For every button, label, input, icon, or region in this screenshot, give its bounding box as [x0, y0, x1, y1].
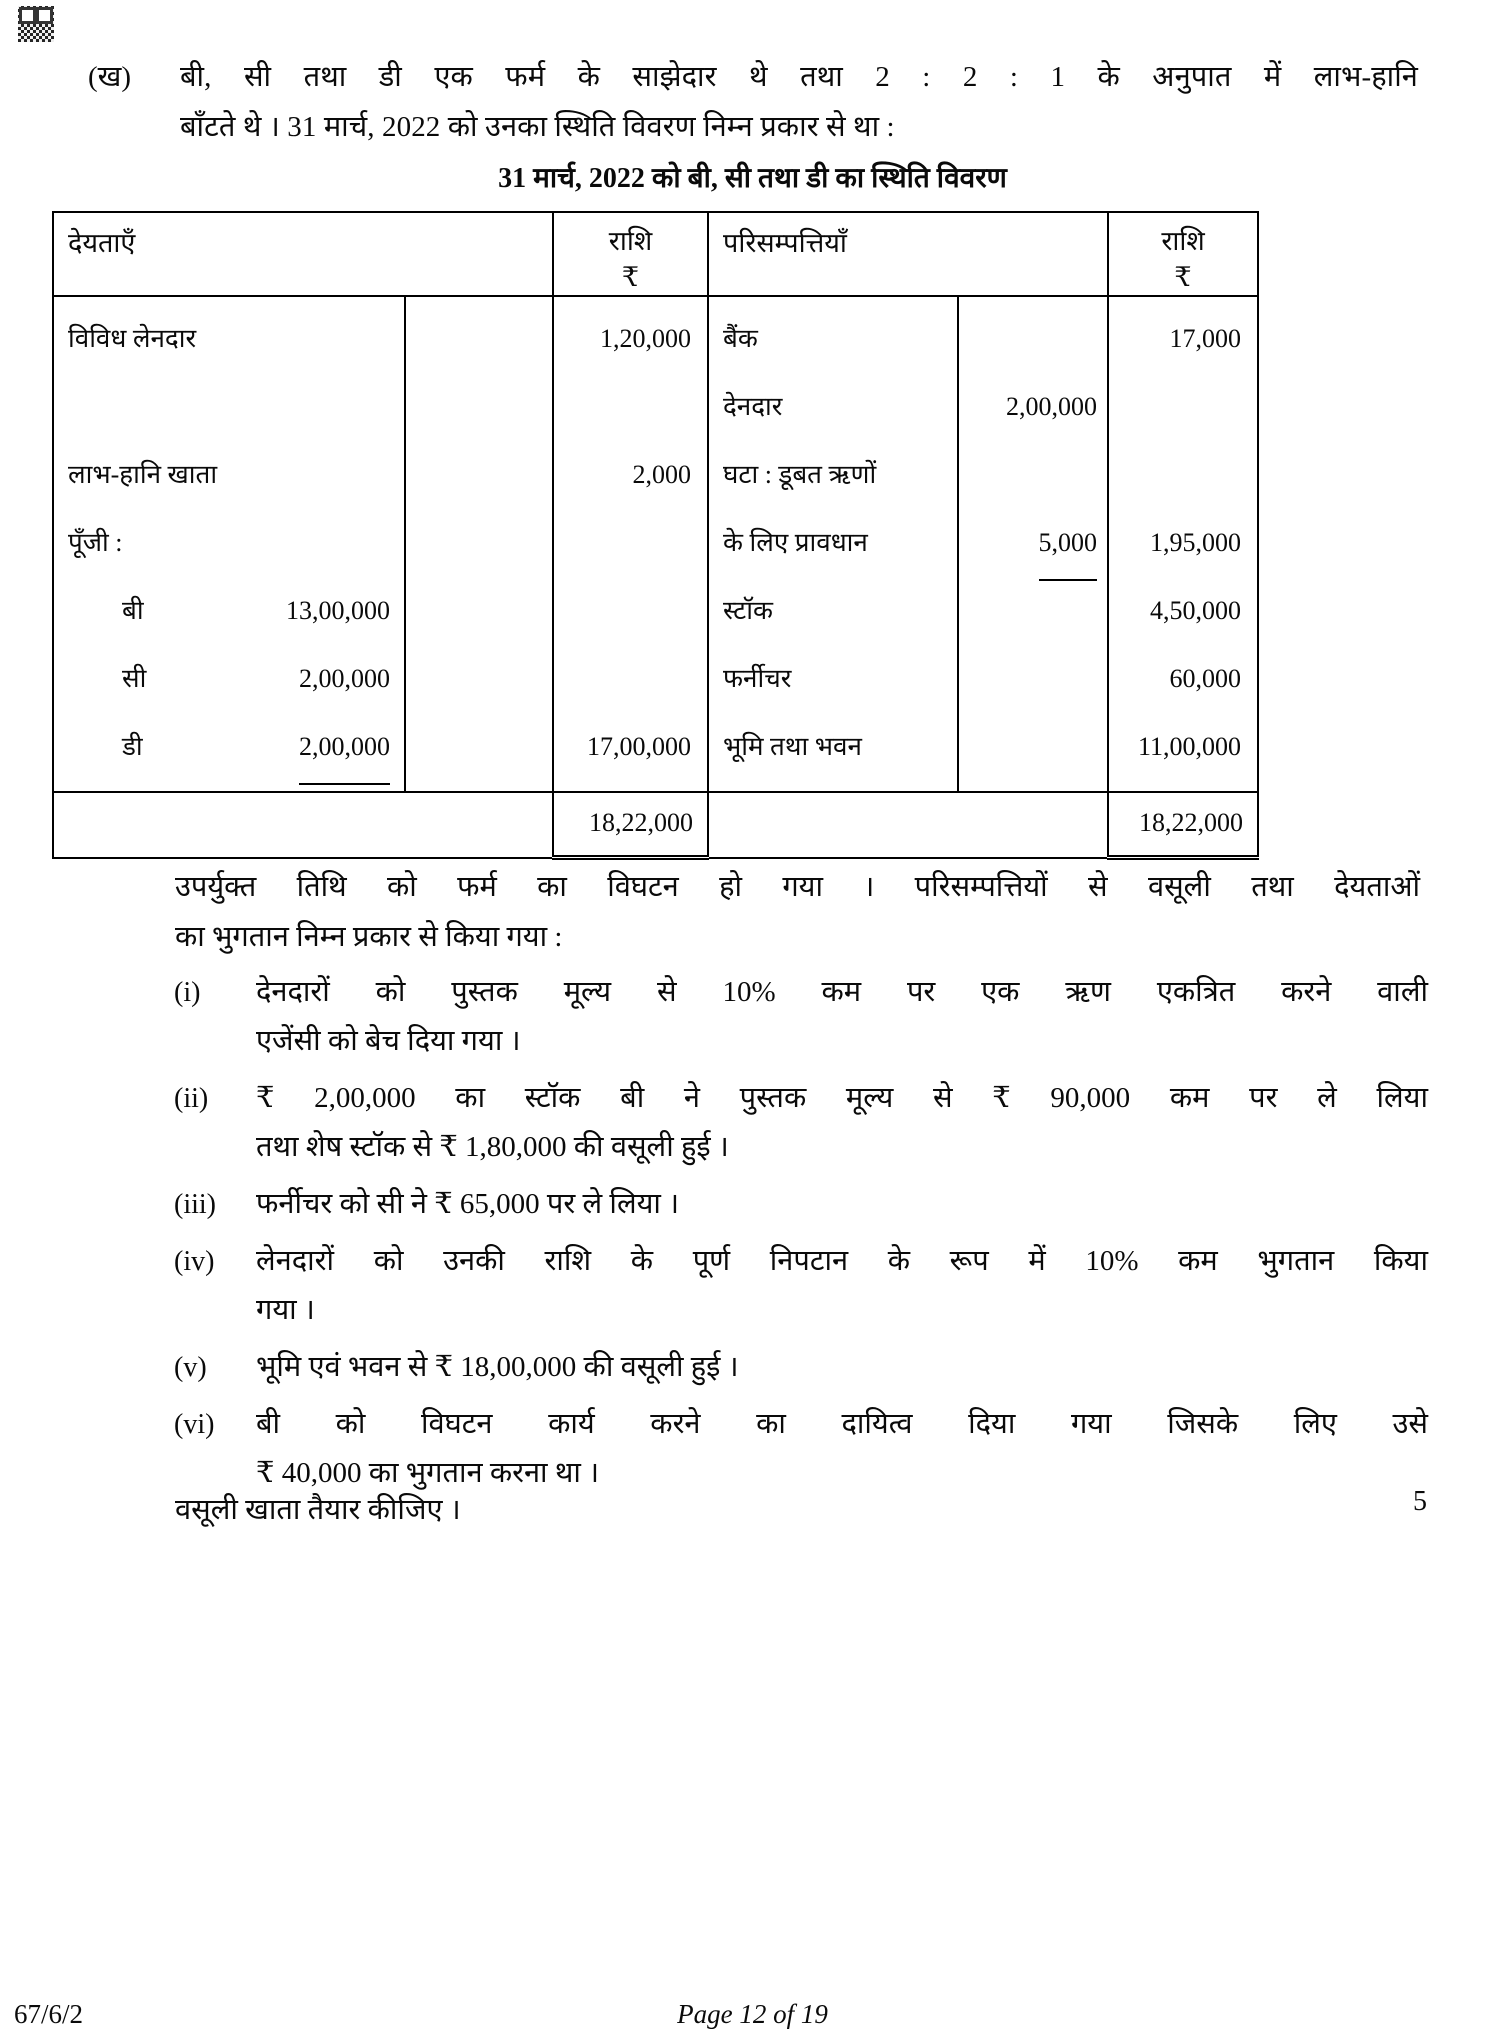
page-footer-label: Page 12 of 19	[677, 1999, 828, 2029]
dissolution-paragraph	[175, 862, 1420, 962]
list-item	[168, 1074, 1428, 1172]
asset-bank-label: बैंक	[723, 324, 758, 353]
table-body-row	[53, 296, 1258, 792]
item-i-line-1: देनदारों को पुस्तक मूल्य से 10% कम पर एक ऋण एकत्रित करने वाली	[256, 976, 1428, 1008]
table-total-row	[53, 792, 1258, 858]
asset-bank-amount: 17,000	[1169, 324, 1242, 353]
capital-row-b	[68, 577, 390, 645]
question-first-line	[88, 52, 1418, 102]
item-number-i: (i)	[174, 977, 201, 1008]
list-item	[168, 1343, 1428, 1392]
capital-partner-c-name: सी	[122, 664, 147, 693]
marks-value: 5	[1413, 1486, 1427, 1517]
spacer-line	[973, 441, 1097, 509]
asset-provision-label-line-2: के लिए प्रावधान	[723, 528, 868, 557]
list-item	[168, 1237, 1428, 1335]
assets-grand-total: 18,22,000	[1108, 792, 1258, 858]
capital-partner-c-value: 2,00,000	[299, 664, 390, 693]
assets-total-label-cell	[708, 792, 1108, 858]
asset-land-building-amount: 11,00,000	[1137, 732, 1242, 761]
capital-row-d	[68, 713, 390, 781]
capital-partner-d-name: डी	[122, 732, 143, 761]
header-amount-right-word: राशि	[1161, 226, 1205, 256]
item-number-v: (v)	[174, 1352, 207, 1383]
asset-stock-label: स्टॉक	[723, 596, 773, 625]
liability-sundry-creditors-label: विविध लेनदार	[68, 324, 197, 353]
assets-amount-cell	[1108, 296, 1258, 792]
capital-partner-d-value: 2,00,000	[190, 713, 390, 781]
list-item	[168, 1400, 1428, 1498]
dissolution-paragraph-line-1: उपर्युक्त तिथि को फर्म का विघटन हो गया । परिसम्पत्तियों से वसूली तथा देयताओं	[175, 871, 1420, 903]
question-label: (ख)	[88, 61, 132, 93]
item-vi-line-1: बी को विघटन कार्य करने का दायित्व दिया गया जिसके लिए उसे	[256, 1408, 1428, 1440]
balance-sheet-caption: 31 मार्च, 2022 को बी, सी तथा डी का स्थिति विवरण	[498, 163, 1007, 194]
asset-furniture-amount: 60,000	[1169, 664, 1242, 693]
item-iii-line-1: फर्नीचर को सी ने ₹ 65,000 पर ले लिया ।	[256, 1188, 680, 1220]
asset-land-building-label: भूमि तथा भवन	[723, 732, 862, 761]
header-amount-right-symbol: ₹	[1174, 262, 1192, 292]
item-number-iii: (iii)	[174, 1189, 216, 1220]
spacer-line	[568, 577, 691, 645]
item-iv-line-1: लेनदारों को उनकी राशि के पूर्ण निपटान के रूप में 10% कम भुगतान किया	[256, 1245, 1428, 1277]
question-text-line-1: बी, सी तथा डी एक फर्म के साझेदार थे तथा 2 : 2 : 1 के अनुपात में लाभ-हानि	[180, 61, 1418, 93]
spacer-line	[68, 373, 390, 441]
asset-stock-amount: 4,50,000	[1150, 596, 1242, 625]
item-number-iv: (iv)	[174, 1246, 215, 1277]
asset-furniture-label: फर्नीचर	[723, 664, 792, 693]
item-number-ii: (ii)	[174, 1083, 209, 1114]
capital-partner-b-value: 13,00,000	[286, 596, 390, 625]
item-vi-line-2: ₹ 40,000 का भुगतान करना था ।	[256, 1457, 600, 1489]
balance-sheet-table-wrapper	[52, 211, 1244, 860]
header-amount-left	[553, 212, 708, 296]
item-v-line-1: भूमि एवं भवन से ₹ 18,00,000 की वसूली हुई ।	[256, 1351, 739, 1383]
header-assets: परिसम्पत्तियाँ	[708, 212, 1108, 296]
liability-capital-total-amount: 17,00,000	[587, 732, 691, 761]
liability-pl-account-amount: 2,000	[632, 460, 691, 489]
question-second-line	[88, 102, 1418, 152]
liabilities-grand-total: 18,22,000	[553, 792, 708, 858]
list-item	[168, 1180, 1428, 1229]
asset-debtors-label: देनदार	[723, 392, 783, 421]
header-amount-left-word: राशि	[608, 226, 653, 256]
item-number-vi: (vi)	[174, 1409, 215, 1440]
dissolution-items-list	[168, 968, 1428, 1506]
spacer-line	[568, 509, 691, 577]
item-ii-line-1: ₹ 2,00,000 का स्टॉक बी ने पुस्तक मूल्य से ₹ 90,000 कम पर ले लिया	[256, 1082, 1428, 1114]
asset-provision-label-line-1: घटा : डूबत ऋणों	[723, 460, 877, 489]
liabilities-sub-amount-cell	[405, 296, 553, 792]
asset-provision-sub-amount: 5,000	[973, 509, 1097, 577]
assets-labels-cell	[708, 296, 958, 792]
spacer-line	[1123, 373, 1241, 441]
liabilities-labels-cell	[53, 296, 405, 792]
liability-pl-account-label: लाभ-हानि खाता	[68, 460, 218, 489]
question-intro	[88, 52, 1418, 152]
capital-partner-b-name: बी	[122, 596, 144, 625]
header-liabilities: देयताएँ	[53, 212, 553, 296]
item-i-line-2: एजेंसी को बेच दिया गया ।	[256, 1025, 521, 1057]
header-amount-right	[1108, 212, 1258, 296]
question-text-line-2: बाँटते थे । 31 मार्च, 2022 को उनका स्थिति विवरण निम्न प्रकार से था :	[180, 111, 895, 143]
paper-code: 67/6/2	[14, 1999, 84, 2029]
asset-debtors-sub-amount: 2,00,000	[1006, 392, 1098, 421]
balance-sheet-table	[52, 211, 1259, 860]
list-item	[168, 968, 1428, 1066]
qr-code-icon	[18, 6, 54, 42]
spacer-line	[1123, 441, 1241, 509]
assets-sub-amount-cell	[958, 296, 1108, 792]
liabilities-amount-cell	[553, 296, 708, 792]
item-iv-line-2: गया ।	[256, 1294, 315, 1326]
spacer-line	[568, 373, 691, 441]
dissolution-paragraph-line-2: का भुगतान निम्न प्रकार से किया गया :	[175, 921, 563, 953]
table-header-row	[53, 212, 1258, 296]
liabilities-total-label-cell	[53, 792, 553, 858]
item-ii-line-2: तथा शेष स्टॉक से ₹ 1,80,000 की वसूली हुई ।	[256, 1131, 729, 1163]
spacer-line	[973, 305, 1097, 373]
asset-debtors-net-amount: 1,95,000	[1150, 528, 1242, 557]
spacer-line	[568, 645, 691, 713]
closing-instruction: वसूली खाता तैयार कीजिए ।	[175, 1494, 461, 1526]
liability-sundry-creditors-amount: 1,20,000	[600, 324, 691, 353]
capital-row-c	[68, 645, 390, 713]
header-amount-left-symbol: ₹	[621, 262, 640, 292]
liability-capital-label: पूँजी :	[68, 528, 123, 557]
